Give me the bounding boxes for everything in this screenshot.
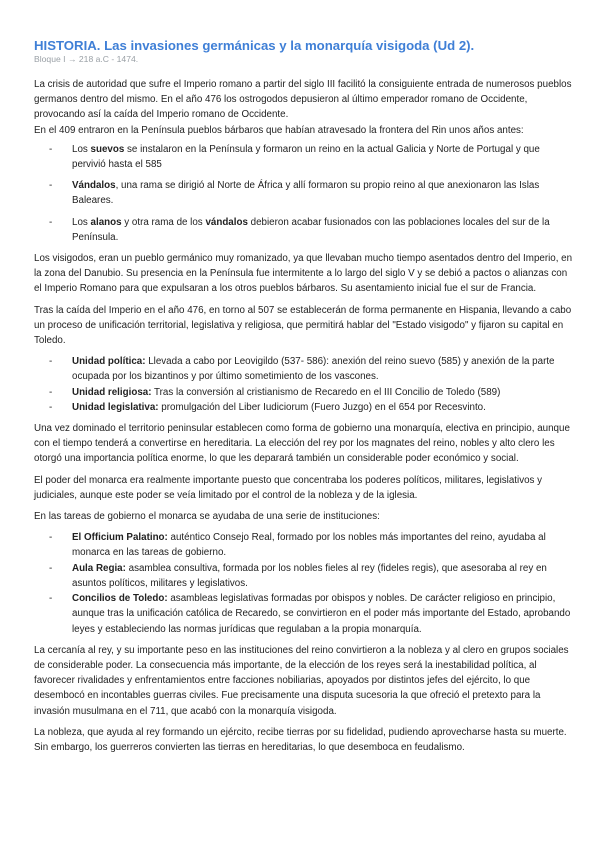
list-term: Unidad legislativa:	[72, 401, 159, 413]
dash-bullet: -	[49, 180, 53, 192]
dash-bullet: -	[49, 386, 53, 398]
list-text: Llevada a cabo por Leovigildo (537- 586): anexión del reino suevo (585) y anexión de la parte ocupada por los bizantinos y por último sometimiento de los vascones.	[72, 356, 555, 383]
paragraph: En las tareas de gobierno el monarca se ayudaba de una serie de instituciones:	[34, 511, 380, 523]
paragraph: El poder del monarca era realmente importante puesto que concentraba los poderes políticos, militares, legislativos y judiciales, aunque este poder se veía limitado por el control de la nobleza y de la iglesia.	[34, 474, 543, 501]
list-text: Tras la conversión al cristianismo de Recaredo en el III Concilio de Toledo (589)	[151, 386, 501, 398]
list-item	[34, 178, 574, 208]
list-term: vándalos	[205, 216, 248, 228]
paragraph: Tras la caída del Imperio en el año 476, en torno al 507 se establecerán de forma permanente en Hispania, llevando a cabo un proceso de unificación territorial, legislativa y religiosa, que permitirá hablar del "Estado visigodo" y fijaron su capital en Toledo.	[34, 304, 572, 347]
document-page	[34, 38, 574, 761]
paragraph: Los visigodos, eran un pueblo germánico muy romanizado, ya que llevaban mucho tiempo asentados dentro del Imperio, en la zona del Danubio. Su presencia en la Península fue intermitente a lo largo del siglo V y se debió a pactos o alianzas con el Imperio Romano para que expulsaran a los otros pueblos bárbaros. Su asentamiento inicial fue el sur de Francia.	[34, 253, 573, 295]
unidad-list	[34, 354, 574, 415]
list-item	[34, 400, 574, 415]
list-term: alanos	[90, 216, 122, 228]
paragraph: La nobleza, que ayuda al rey formando un ejército, recibe tierras por su fidelidad, pudiendo aprovecharse hasta su muerte. Sin embargo, los guerreros convierten las tierras en hereditarias, lo que desemboca en feudalismo.	[34, 726, 567, 753]
list-item	[34, 591, 574, 637]
list-text: asamblea consultiva, formada por los nobles fieles al rey (fideles regis), que asesoraba al rey en asuntos políticos, militares y legislativos.	[72, 562, 547, 589]
dash-bullet: -	[49, 562, 53, 574]
list-item	[34, 530, 574, 560]
list-text: auténtico Consejo Real, formado por los nobles más importantes del reino, ayudaba al monarca en las tareas de gobierno.	[72, 532, 546, 559]
list-term: Aula Regia:	[72, 562, 126, 574]
dash-bullet: -	[49, 532, 53, 544]
dash-bullet: -	[49, 356, 53, 368]
document-subtitle: Bloque I → 218 a.C - 1474.	[34, 54, 139, 64]
list-text: Los	[72, 143, 91, 155]
list-term: Unidad política:	[72, 356, 146, 368]
list-term: Unidad religiosa:	[72, 386, 152, 398]
list-text: asambleas legislativas formadas por obispos y nobles. De carácter religioso en principio, aunque tras la unificación católica de Recaredo, se convirtieron en el poder más importante del Estado, aprobando leyes y estableciendo las normas jurídicas que regulaban a la propia monarquía.	[72, 593, 571, 635]
paragraph: Una vez dominado el territorio peninsular establecen como forma de gobierno una monarquía, electiva en principio, aunque con el tiempo tenderá a convertirse en hereditaria. La elección del rey por los magnates del reino, nobles y alto clero les otorgó una importancia política enorme, lo que les deparará también un considerable poder económico y social.	[34, 423, 570, 465]
list-text: , una rama se dirigió al Norte de África y allí formaron su propio reino al que anexionaron las Islas Baleares.	[72, 180, 540, 207]
list-term: Concilios de Toledo:	[72, 593, 168, 605]
pueblos-list	[34, 142, 574, 245]
list-item	[34, 385, 574, 400]
list-term: Vándalos	[72, 180, 116, 192]
paragraph: La cercanía al rey, y su importante peso en las instituciones del reino convirtieron a la nobleza y al clero en grupos sociales de considerable poder. La consecuencia más importante, de la elección de los reyes será la inestabilidad política, al favorecer rivalidades y enfrentamientos entre facciones nobiliarias, apoyados por distintos jefes del ejército, lo que desembocó en incontables guerras civiles. Fue precisamente una disputa sucesoria la que ofreció el pretexto para la invasión musulmana en el 711, que acabó con la monarquía visigoda.	[34, 644, 569, 717]
list-text: Los	[72, 216, 91, 228]
list-term: El Officium Palatino:	[72, 532, 168, 544]
list-text: debieron acabar fusionados con las poblaciones locales del sur de la Península.	[72, 216, 550, 243]
paragraph: La crisis de autoridad que sufre el Imperio romano a partir del siglo III facilitó la consiguiente entrada de numerosos pueblos germanos dentro del mismo. En el año 476 los ostrogodos depusieron al último emperador romano de Occidente, provocando así la caída del Imperio romano de Occidente.	[34, 79, 572, 121]
list-term: suevos	[90, 143, 125, 155]
list-item	[34, 215, 574, 245]
dash-bullet: -	[49, 143, 53, 155]
dash-bullet: -	[49, 593, 53, 605]
list-text: promulgación del Liber Iudiciorum (Fuero Juzgo) en el 654 por Recesvinto.	[158, 401, 486, 413]
list-text: y otra rama de los	[121, 216, 206, 228]
list-item	[34, 142, 574, 172]
instituciones-list	[34, 530, 574, 636]
list-text: se instalaron en la Península y formaron un reino en la actual Galicia y Norte de Portugal y que pervivió hasta el 585	[72, 143, 540, 171]
dash-bullet: -	[49, 216, 53, 228]
document-title: HISTORIA. Las invasiones germánicas y la monarquía visigoda (Ud 2).	[34, 38, 475, 53]
list-item	[34, 354, 574, 384]
list-item	[34, 561, 574, 591]
dash-bullet: -	[49, 401, 53, 413]
paragraph: En el 409 entraron en la Península pueblos bárbaros que habían atravesado la frontera del Rin unos años antes:	[34, 124, 524, 136]
